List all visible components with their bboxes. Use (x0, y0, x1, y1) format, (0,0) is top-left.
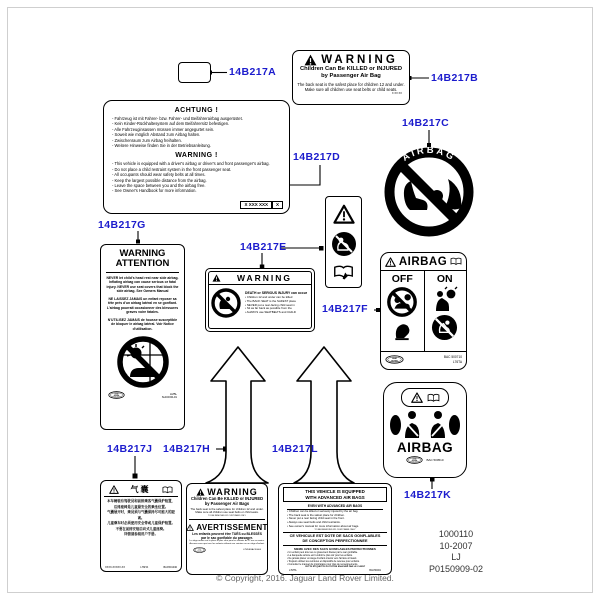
airbag-off-prohibition-icon (386, 286, 418, 318)
label-death-warning (205, 268, 315, 332)
airbag-title: AIRBAG (398, 255, 448, 268)
owners-manual-icon (162, 486, 173, 494)
label-footer (289, 569, 381, 572)
airbag-header (381, 253, 466, 271)
column-divider (424, 271, 425, 351)
french-title-line2: DE CONCEPTION PERFECTIONNEE (302, 538, 368, 543)
warning-code: X XX XX (391, 92, 402, 96)
avertissement-title: AVERTISSEMENT (196, 522, 268, 532)
english-bullet: • See owner's manual for more information about air bags. (287, 525, 389, 529)
avertissement-line4: Assurez-vous que tous les enfants utilisent une ceinture ou un siège d'enfant. (189, 542, 265, 545)
french-bullet: • La banquette arrière est l'endroit le plus sûr pour les enfants. (287, 554, 389, 557)
part-code: BAC 500710 (443, 355, 462, 360)
title-warning: WARNING (119, 248, 166, 259)
warning-title: WARNING (321, 54, 398, 66)
label-icon-strip (325, 196, 362, 288)
chinese-airbag-title: 气囊 (130, 485, 151, 494)
chinese-line: 儿童乘车时必须使用安全带或儿童保护装置。 (107, 521, 175, 526)
chinese-text-block (104, 499, 178, 538)
callout-14B217C[interactable]: 14B217C (402, 117, 450, 129)
part-code: L7MTA BAC50004 (243, 548, 261, 551)
label-side-airbag-warning (100, 244, 185, 430)
warning-header (297, 54, 405, 66)
label-advanced-airbags (278, 483, 392, 575)
off-on-columns (381, 271, 466, 351)
placement-arrow-up-left (206, 347, 268, 483)
avertissement-line3: Le siège arrière est la place la plus sûre pour les enfants de 12 ans ou moins. (189, 540, 265, 542)
death-warning-header (208, 271, 312, 285)
no-rear-facing-seat-icon (210, 287, 242, 319)
warning-triangle-icon (212, 274, 221, 282)
warning-triangle-icon (304, 54, 317, 66)
even-with-airbags-subtitle: EVEN WITH ADVANCED AIR BAGS (287, 503, 383, 510)
label-warning-avertissement (186, 483, 268, 575)
warning-line3: The back seat is the safest place for children 12 and under. (297, 81, 405, 87)
label-warning-passenger-airbag (292, 50, 410, 105)
french-subtitle: MEME AVEC DES SACS GONFLABLES PERFECTIONNES (294, 546, 376, 551)
customer-note: TO BE REMOVED BY CUSTOMER ONLY (314, 529, 356, 532)
english-bullet: • The back seat is the safest place for children. (287, 514, 389, 518)
warning-triangle-icon (411, 392, 423, 403)
callout-14B217F[interactable]: 14B217F (322, 303, 368, 315)
land-rover-logo (108, 391, 125, 399)
part-code: LM5L (170, 391, 177, 396)
warning-triangle-icon (186, 524, 194, 531)
off-label: OFF (391, 273, 413, 285)
airbag-on-person-icon (432, 286, 458, 312)
land-rover-logo (193, 547, 206, 553)
death-heading: DEATH or SERIOUS INJURY can occur (245, 291, 308, 296)
off-column (381, 271, 424, 351)
death-bullet: • Sit as far back as possible from the (245, 307, 307, 311)
code-box-1: X XXX XXX (240, 201, 272, 210)
callout-14B217K[interactable]: 14B217K (404, 489, 452, 501)
owners-manual-icon (333, 264, 354, 281)
warning-line: - Do not place a child restraint system in the front passenger seat. (112, 167, 281, 172)
label-blank-small (178, 62, 211, 83)
belted-occupants-graphic (389, 409, 461, 439)
title-attention: ATTENTION (115, 258, 170, 270)
warning-line: - Leave the space between you and the airbag free. (112, 183, 281, 188)
label-airbag-seatbelt (383, 382, 467, 478)
copyright-notice: © Copyright, 2016. Jaguar Land Rover Limited. (216, 573, 394, 583)
achtung-line: - Weitere Hinweise finden Sie in der Betriebsanleitung. (112, 143, 281, 148)
callout-14B217E[interactable]: 14B217E (240, 241, 287, 253)
owners-manual-icon (427, 393, 440, 403)
advanced-airbags-title (283, 487, 387, 502)
placement-arrows (206, 347, 354, 483)
french-customer-note: CETTE ETIQUETTE DOIT ETRE ENLEVEE PAR LE CLIENT (304, 566, 366, 569)
callout-14B217H[interactable]: 14B217H (163, 443, 211, 455)
callout-14B217A[interactable]: 14B217A (229, 66, 277, 78)
part-codes (162, 393, 177, 400)
warning-title: WARNING (207, 487, 258, 497)
label-footer (105, 566, 177, 569)
no-head-near-airbag-icon (115, 334, 171, 390)
airbag-footer (384, 456, 466, 464)
french-bullet: • Ne jamais placer un siège d'enfant orienté vers l'arrière à l'avant. (287, 557, 389, 560)
english-bullet: • Always use seat belts and child restraints. (287, 521, 389, 525)
part-code: BAC501040 (163, 566, 177, 569)
warning-attention-title (106, 249, 179, 273)
document-info (408, 529, 504, 576)
title-line2: WITH ADVANCED AIR BAGS (305, 494, 365, 500)
avertissement-line1: Les enfants peuvent être TUÉS ou BLESSÉS (192, 531, 262, 536)
death-bullet: • ALWAYS use SEATBELTS and CHILD (245, 311, 307, 315)
achtung-line: - Zwischenraum zum Airbag freihalten. (112, 138, 281, 143)
label-airbag-off-on (380, 252, 467, 370)
part-code: L7MTA (289, 569, 297, 573)
death-bullet: • Children 12 and under can be killed (245, 296, 307, 300)
french-bullet: • Toujours utiliser les ceintures et dispositifs de retenue pour enfants. (287, 560, 389, 563)
doc-date: 10-2007 (439, 540, 473, 551)
achtung-line: - Fahrzeug ist mit Fahrer- bzw. Fahrer- und Beifahrerairbag ausgerüstet. (112, 116, 281, 121)
doc-reference: P0150909-02 (428, 564, 484, 575)
chinese-line: 气囊展开时，乘员须与气囊保持尽可能大的距离。 (107, 510, 175, 520)
death-bullet: • The BACK SEAT is the SAFEST place (245, 300, 307, 304)
on-label: ON (436, 273, 453, 285)
no-child-seat-icon (331, 231, 357, 257)
warning-line1: Children Can Be KILLED or INJURED (299, 66, 403, 72)
warning-line2: by Passenger Air Bags (204, 500, 250, 506)
achtung-title: ACHTUNG ! (174, 107, 219, 114)
part-code: BAC 500510 (426, 458, 444, 462)
part-code: L76TA (452, 359, 462, 364)
airbag-ring-text: AIRBAG (400, 147, 458, 164)
chinese-line: 本车辆装有驾驶员和前排乘客气囊保护装置， (107, 499, 175, 503)
airbag-title: AIRBAG (396, 440, 454, 455)
avertissement-section (189, 519, 268, 553)
owners-manual-icon (450, 257, 462, 266)
rear-facing-child-seat-icon (391, 321, 413, 342)
airbag-prohibition-sign (384, 147, 474, 237)
achtung-german-text (112, 116, 281, 148)
avertissement-header (189, 522, 268, 532)
placement-arrow-up-right (294, 347, 354, 483)
airbag-footer (381, 351, 466, 367)
label-airbag-chinese (100, 480, 182, 572)
french-bullets (281, 551, 389, 567)
code-box-2: X (272, 201, 283, 210)
english-bullets (281, 510, 389, 528)
french-bullet: • Un enfant peut être tué ou gravement blessé par le sac gonflable. (287, 551, 389, 554)
land-rover-logo (406, 456, 423, 464)
no-child-seat-on-icon (431, 314, 458, 341)
part-code: BAC50001 (369, 569, 381, 573)
warning-triangle-icon (333, 204, 355, 224)
warning-note: TO BE REMOVED BY CUSTOMER ONLY (208, 514, 246, 517)
triangle-book-pill (401, 388, 449, 407)
death-bullet: • NEVER put a rear-facing child seat in (245, 304, 307, 308)
callout-14B217D[interactable]: 14B217D (293, 151, 341, 163)
chinese-line: 后排座椅是儿童最安全的乘坐位置。 (113, 504, 169, 509)
death-warning-body (206, 285, 314, 321)
part-code: SHC000L01 (161, 394, 177, 399)
callout-14B217L[interactable]: 14B217L (272, 443, 318, 455)
achtung-line: - Kein Kinder-Rückhaltesystem auf dem Beifahrersitz befestigen. (112, 121, 281, 126)
achtung-line: - Alle Fahrzeuginsassen müssen immer angegurtet sein. (112, 127, 281, 132)
callout-14B217B[interactable]: 14B217B (431, 72, 479, 84)
warning-triangle-icon (196, 488, 205, 496)
warning-triangle-icon (109, 485, 119, 494)
warning-line4: Make sure all children use seat belts or child seats. (304, 87, 398, 93)
label-footer (189, 547, 265, 553)
label-achtung-warning (103, 100, 290, 214)
warning-line: - All occupants should wear safety belts at all times. (112, 172, 281, 177)
warning-line1: Children Can Be KILLED or INJURED (190, 496, 264, 501)
warning-line3: The back seat is the safest place for children 12 and under. (190, 506, 264, 511)
english-paragraph: NEVER let child's head rest near side airbag. Inflating airbag can cause serious or fatal injury. NEVER use seat covers that block the side airbag. See Owners Manual (106, 275, 179, 294)
airbag-part-codes (444, 355, 462, 363)
chinese-line: 不要在前排安装后向式儿童座椅。 (115, 526, 167, 531)
land-rover-logo (385, 355, 404, 364)
doc-number: 1000110 (438, 529, 474, 539)
french-title-line1: CE VEHICULE EST DOTE DE SACS GONFLABLES (289, 534, 381, 539)
callout-14B217G[interactable]: 14B217G (98, 219, 146, 231)
death-warning-title: WARNING (236, 272, 293, 283)
warning-line: - See Owner's Handbook for more information. (112, 188, 281, 193)
french-bullet: • Consulter le manuel du propriétaire pour plus de renseignements. (287, 563, 389, 566)
warning-line4: Make sure all children use seat belts or child seats. (195, 510, 259, 515)
avertissement-line2: par le sac gonflable du passager. (201, 535, 253, 540)
warning-english-text (112, 161, 281, 193)
callout-14B217J[interactable]: 14B217J (107, 443, 153, 455)
part-code: XXXX-XXXXX-XX (105, 566, 126, 569)
warning-triangle-icon (385, 257, 396, 267)
french-title (283, 532, 387, 545)
warning-line2: by Passenger Air Bag (321, 72, 381, 79)
warning-title-en: WARNING ! (175, 152, 218, 160)
part-code: L7MTA (140, 566, 149, 569)
warning-line: - This vehicle is equipped with a driver's airbag or driver's and front passenger's airbag. (112, 161, 281, 166)
on-column (424, 271, 467, 351)
part-code-boxes (240, 201, 283, 210)
french-paragraph-1: NE LAISSEZ JAMAIS un enfant reposer sa tête près d'un airbag latéral en se gonflant. L'airbag pourrait occasionner des blessures graves voire fatales. (106, 296, 179, 315)
doc-code: LJ (451, 552, 461, 563)
warning-line: - Keep the largest possible distance from the airbag. (112, 178, 281, 183)
chinese-label-header (104, 483, 178, 497)
english-bullet: • Never put a rear facing child seat in the front. (287, 517, 389, 521)
english-bullet: • Children can be killed or seriously injured by the air bag. (287, 510, 389, 514)
label-footer (104, 391, 181, 399)
chinese-line: 详情请参阅用户手册。 (124, 532, 158, 537)
death-warning-text (245, 291, 307, 315)
french-paragraph-2: N'UTILISEZ JAMAIS de housse susceptible de bloquer le airbag latéral. Voir Notice d'utilisation. (107, 317, 178, 331)
achtung-line: - Soweit wie möglich Abstand zum Airbag halten. (112, 132, 281, 137)
title-line1: THIS VEHICLE IS EQUIPPED (305, 489, 365, 494)
